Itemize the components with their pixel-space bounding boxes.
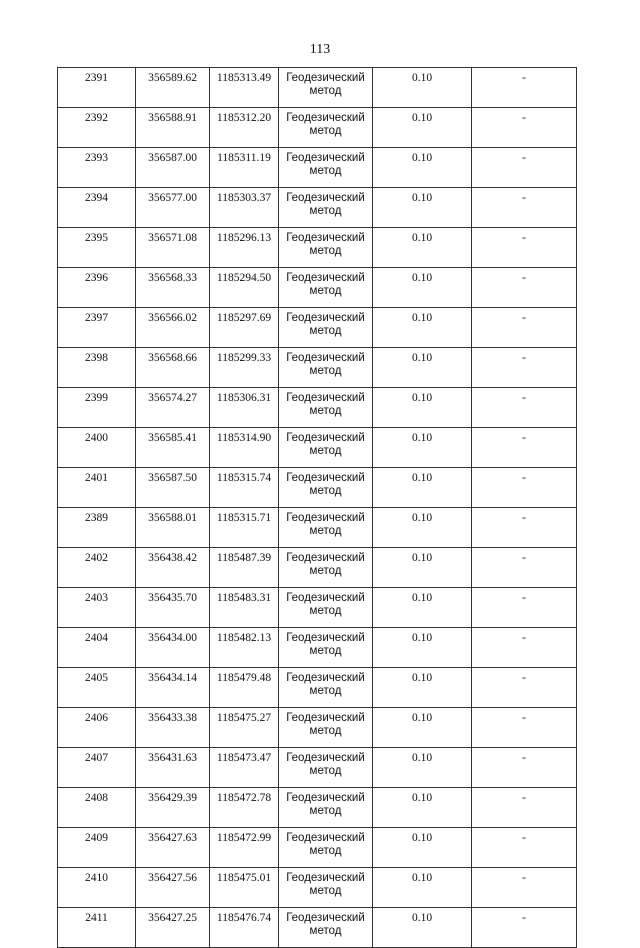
method-line-2: метод	[309, 725, 342, 737]
x-coordinate-cell: 356434.00	[136, 628, 210, 668]
method-line-1: Геодезический	[286, 592, 365, 604]
method-line-2: метод	[309, 405, 342, 417]
accuracy-cell: 0.10	[373, 268, 472, 308]
method-cell	[279, 708, 373, 748]
y-coordinate-cell: 1185294.50	[210, 268, 279, 308]
method-line-1: Геодезический	[286, 792, 365, 804]
method-cell	[279, 668, 373, 708]
y-coordinate-cell: 1185306.31	[210, 388, 279, 428]
table-row	[58, 308, 577, 348]
method-line-2: метод	[309, 925, 342, 937]
method-line-1: Геодезический	[286, 232, 365, 244]
note-cell: -	[472, 668, 577, 708]
accuracy-cell: 0.10	[373, 148, 472, 188]
y-coordinate-cell: 1185313.49	[210, 68, 279, 108]
table-row	[58, 828, 577, 868]
note-cell: -	[472, 748, 577, 788]
x-coordinate-cell: 356574.27	[136, 388, 210, 428]
note-cell: -	[472, 148, 577, 188]
y-coordinate-cell: 1185479.48	[210, 668, 279, 708]
method-line-1: Геодезический	[286, 392, 365, 404]
table-row	[58, 908, 577, 948]
method-cell	[279, 308, 373, 348]
point-number-cell: 2404	[58, 628, 136, 668]
accuracy-cell: 0.10	[373, 108, 472, 148]
method-line-1: Геодезический	[286, 432, 365, 444]
point-number-cell: 2408	[58, 788, 136, 828]
method-cell	[279, 828, 373, 868]
method-line-2: метод	[309, 845, 342, 857]
x-coordinate-cell: 356587.50	[136, 468, 210, 508]
table-row	[58, 628, 577, 668]
table-row	[58, 788, 577, 828]
note-cell: -	[472, 708, 577, 748]
method-line-1: Геодезический	[286, 552, 365, 564]
table-row	[58, 148, 577, 188]
accuracy-cell: 0.10	[373, 508, 472, 548]
table-row	[58, 108, 577, 148]
accuracy-cell: 0.10	[373, 308, 472, 348]
point-number-cell: 2397	[58, 308, 136, 348]
y-coordinate-cell: 1185315.74	[210, 468, 279, 508]
table-row	[58, 188, 577, 228]
method-line-1: Геодезический	[286, 272, 365, 284]
note-cell: -	[472, 788, 577, 828]
y-coordinate-cell: 1185475.01	[210, 868, 279, 908]
point-number-cell: 2399	[58, 388, 136, 428]
y-coordinate-cell: 1185303.37	[210, 188, 279, 228]
note-cell: -	[472, 508, 577, 548]
coordinates-table	[57, 67, 577, 948]
method-line-2: метод	[309, 605, 342, 617]
table-row	[58, 868, 577, 908]
y-coordinate-cell: 1185482.13	[210, 628, 279, 668]
x-coordinate-cell: 356577.00	[136, 188, 210, 228]
method-line-2: метод	[309, 205, 342, 217]
point-number-cell: 2407	[58, 748, 136, 788]
table-row	[58, 708, 577, 748]
method-line-1: Геодезический	[286, 712, 365, 724]
note-cell: -	[472, 908, 577, 948]
method-cell	[279, 548, 373, 588]
x-coordinate-cell: 356588.91	[136, 108, 210, 148]
point-number-cell: 2396	[58, 268, 136, 308]
table-row	[58, 588, 577, 628]
note-cell: -	[472, 828, 577, 868]
accuracy-cell: 0.10	[373, 748, 472, 788]
accuracy-cell: 0.10	[373, 708, 472, 748]
x-coordinate-cell: 356568.66	[136, 348, 210, 388]
method-cell	[279, 388, 373, 428]
method-line-2: метод	[309, 165, 342, 177]
table-row	[58, 748, 577, 788]
point-number-cell: 2402	[58, 548, 136, 588]
point-number-cell: 2409	[58, 828, 136, 868]
x-coordinate-cell: 356588.01	[136, 508, 210, 548]
y-coordinate-cell: 1185476.74	[210, 908, 279, 948]
accuracy-cell: 0.10	[373, 348, 472, 388]
accuracy-cell: 0.10	[373, 588, 472, 628]
note-cell: -	[472, 588, 577, 628]
y-coordinate-cell: 1185314.90	[210, 428, 279, 468]
accuracy-cell: 0.10	[373, 868, 472, 908]
method-line-2: метод	[309, 85, 342, 97]
x-coordinate-cell: 356427.56	[136, 868, 210, 908]
method-line-1: Геодезический	[286, 872, 365, 884]
point-number-cell: 2393	[58, 148, 136, 188]
method-line-1: Геодезический	[286, 912, 365, 924]
accuracy-cell: 0.10	[373, 548, 472, 588]
accuracy-cell: 0.10	[373, 788, 472, 828]
point-number-cell: 2403	[58, 588, 136, 628]
method-line-2: метод	[309, 245, 342, 257]
y-coordinate-cell: 1185472.78	[210, 788, 279, 828]
point-number-cell: 2394	[58, 188, 136, 228]
point-number-cell: 2389	[58, 508, 136, 548]
method-cell	[279, 468, 373, 508]
method-cell	[279, 508, 373, 548]
y-coordinate-cell: 1185475.27	[210, 708, 279, 748]
method-cell	[279, 68, 373, 108]
table-row	[58, 348, 577, 388]
point-number-cell: 2398	[58, 348, 136, 388]
x-coordinate-cell: 356566.02	[136, 308, 210, 348]
note-cell: -	[472, 428, 577, 468]
method-cell	[279, 188, 373, 228]
note-cell: -	[472, 388, 577, 428]
y-coordinate-cell: 1185483.31	[210, 588, 279, 628]
method-line-1: Геодезический	[286, 632, 365, 644]
x-coordinate-cell: 356435.70	[136, 588, 210, 628]
note-cell: -	[472, 228, 577, 268]
accuracy-cell: 0.10	[373, 828, 472, 868]
accuracy-cell: 0.10	[373, 468, 472, 508]
method-line-1: Геодезический	[286, 832, 365, 844]
table-row	[58, 468, 577, 508]
y-coordinate-cell: 1185297.69	[210, 308, 279, 348]
table-row	[58, 428, 577, 468]
table-row	[58, 668, 577, 708]
accuracy-cell: 0.10	[373, 428, 472, 468]
x-coordinate-cell: 356585.41	[136, 428, 210, 468]
table-row	[58, 268, 577, 308]
x-coordinate-cell: 356427.63	[136, 828, 210, 868]
point-number-cell: 2395	[58, 228, 136, 268]
method-line-2: метод	[309, 285, 342, 297]
note-cell: -	[472, 548, 577, 588]
y-coordinate-cell: 1185315.71	[210, 508, 279, 548]
method-cell	[279, 628, 373, 668]
method-line-1: Геодезический	[286, 112, 365, 124]
y-coordinate-cell: 1185312.20	[210, 108, 279, 148]
method-line-2: метод	[309, 885, 342, 897]
note-cell: -	[472, 348, 577, 388]
note-cell: -	[472, 188, 577, 228]
table-row	[58, 548, 577, 588]
accuracy-cell: 0.10	[373, 228, 472, 268]
method-line-1: Геодезический	[286, 512, 365, 524]
page-number: 113	[309, 42, 331, 57]
point-number-cell: 2391	[58, 68, 136, 108]
note-cell: -	[472, 108, 577, 148]
point-number-cell: 2411	[58, 908, 136, 948]
x-coordinate-cell: 356431.63	[136, 748, 210, 788]
note-cell: -	[472, 468, 577, 508]
method-cell	[279, 228, 373, 268]
method-cell	[279, 108, 373, 148]
method-line-2: метод	[309, 525, 342, 537]
point-number-cell: 2406	[58, 708, 136, 748]
method-line-2: метод	[309, 565, 342, 577]
accuracy-cell: 0.10	[373, 388, 472, 428]
method-line-1: Геодезический	[286, 672, 365, 684]
accuracy-cell: 0.10	[373, 668, 472, 708]
point-number-cell: 2410	[58, 868, 136, 908]
y-coordinate-cell: 1185311.19	[210, 148, 279, 188]
x-coordinate-cell: 356571.08	[136, 228, 210, 268]
note-cell: -	[472, 68, 577, 108]
accuracy-cell: 0.10	[373, 908, 472, 948]
method-line-2: метод	[309, 765, 342, 777]
method-line-1: Геодезический	[286, 472, 365, 484]
method-line-2: метод	[309, 805, 342, 817]
note-cell: -	[472, 628, 577, 668]
point-number-cell: 2400	[58, 428, 136, 468]
method-cell	[279, 748, 373, 788]
method-line-1: Геодезический	[286, 192, 365, 204]
y-coordinate-cell: 1185487.39	[210, 548, 279, 588]
y-coordinate-cell: 1185472.99	[210, 828, 279, 868]
method-line-2: метод	[309, 325, 342, 337]
point-number-cell: 2405	[58, 668, 136, 708]
method-line-2: метод	[309, 365, 342, 377]
x-coordinate-cell: 356429.39	[136, 788, 210, 828]
note-cell: -	[472, 308, 577, 348]
coordinates-table-body	[58, 68, 577, 948]
method-cell	[279, 868, 373, 908]
table-row	[58, 388, 577, 428]
method-line-2: метод	[309, 645, 342, 657]
method-cell	[279, 788, 373, 828]
method-line-1: Геодезический	[286, 752, 365, 764]
y-coordinate-cell: 1185299.33	[210, 348, 279, 388]
point-number-cell: 2392	[58, 108, 136, 148]
x-coordinate-cell: 356568.33	[136, 268, 210, 308]
note-cell: -	[472, 268, 577, 308]
x-coordinate-cell: 356433.38	[136, 708, 210, 748]
method-cell	[279, 148, 373, 188]
method-line-1: Геодезический	[286, 72, 365, 84]
method-cell	[279, 908, 373, 948]
method-line-1: Геодезический	[286, 312, 365, 324]
method-line-2: метод	[309, 445, 342, 457]
method-line-1: Геодезический	[286, 152, 365, 164]
x-coordinate-cell: 356438.42	[136, 548, 210, 588]
x-coordinate-cell: 356589.62	[136, 68, 210, 108]
method-line-2: метод	[309, 485, 342, 497]
x-coordinate-cell: 356434.14	[136, 668, 210, 708]
method-line-2: метод	[309, 125, 342, 137]
x-coordinate-cell: 356587.00	[136, 148, 210, 188]
accuracy-cell: 0.10	[373, 628, 472, 668]
y-coordinate-cell: 1185473.47	[210, 748, 279, 788]
method-line-1: Геодезический	[286, 352, 365, 364]
table-row	[58, 68, 577, 108]
accuracy-cell: 0.10	[373, 68, 472, 108]
method-cell	[279, 348, 373, 388]
method-cell	[279, 268, 373, 308]
table-row	[58, 228, 577, 268]
method-line-2: метод	[309, 685, 342, 697]
point-number-cell: 2401	[58, 468, 136, 508]
method-cell	[279, 588, 373, 628]
accuracy-cell: 0.10	[373, 188, 472, 228]
method-cell	[279, 428, 373, 468]
table-row	[58, 508, 577, 548]
y-coordinate-cell: 1185296.13	[210, 228, 279, 268]
x-coordinate-cell: 356427.25	[136, 908, 210, 948]
note-cell: -	[472, 868, 577, 908]
